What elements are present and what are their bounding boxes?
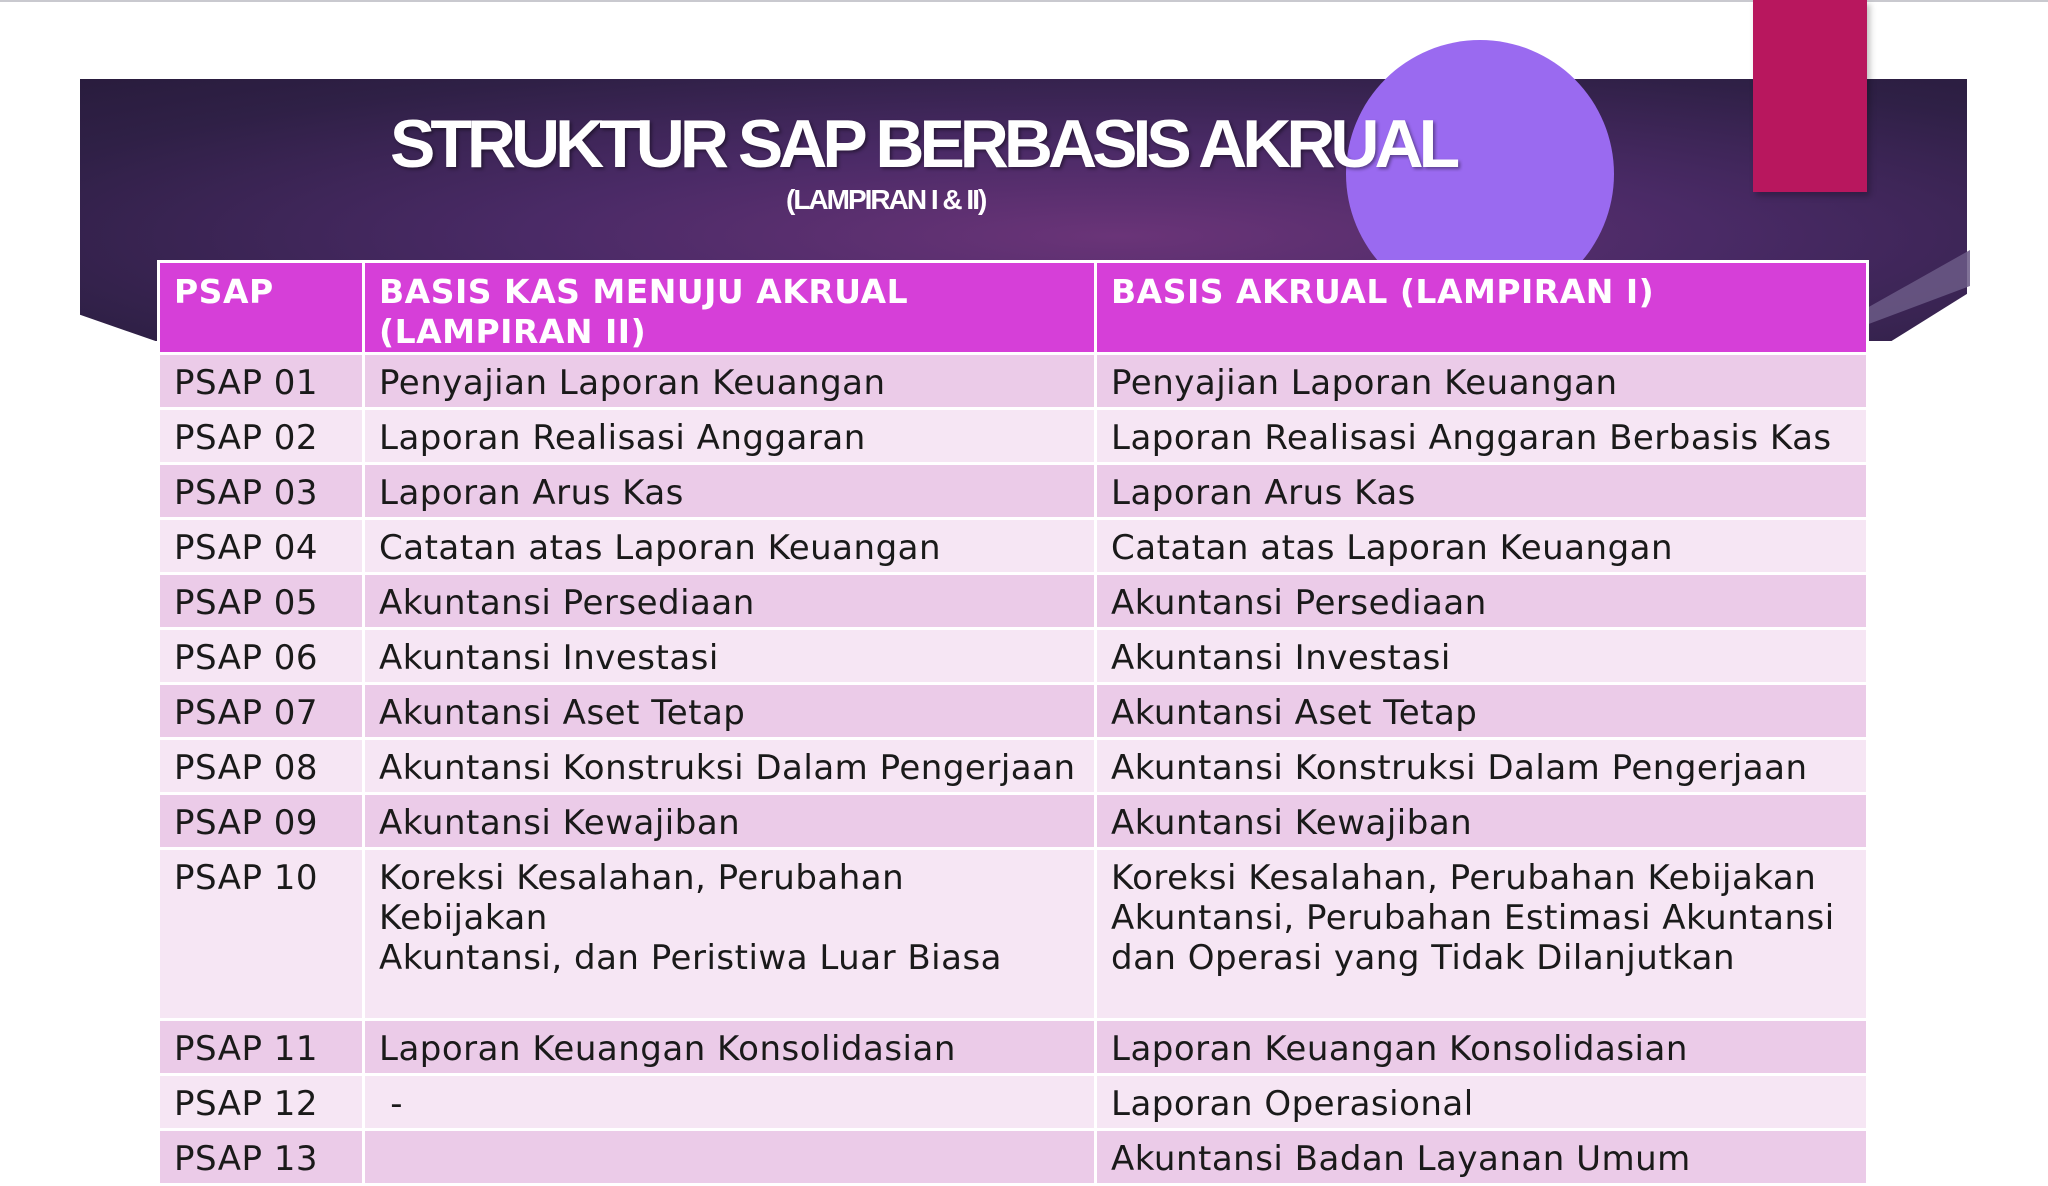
cell-psap: PSAP 02 bbox=[159, 409, 364, 464]
table-header-row bbox=[159, 262, 1868, 354]
cell-basis-akrual: Akuntansi Investasi bbox=[1096, 629, 1868, 684]
cell-psap: PSAP 12 bbox=[159, 1075, 364, 1130]
header-basis-akrual: BASIS AKRUAL (LAMPIRAN I) bbox=[1096, 262, 1868, 354]
table-row bbox=[159, 684, 1868, 739]
cell-basis-akrual: Akuntansi Badan Layanan Umum bbox=[1096, 1130, 1868, 1185]
cell-psap: PSAP 09 bbox=[159, 794, 364, 849]
cell-psap: PSAP 11 bbox=[159, 1020, 364, 1075]
cell-basis-kas: Catatan atas Laporan Keuangan bbox=[364, 519, 1096, 574]
cell-psap: PSAP 05 bbox=[159, 574, 364, 629]
cell-basis-kas: Akuntansi Konstruksi Dalam Pengerjaan bbox=[364, 739, 1096, 794]
cell-psap: PSAP 08 bbox=[159, 739, 364, 794]
header-basis-kas: BASIS KAS MENUJU AKRUAL (LAMPIRAN II) bbox=[364, 262, 1096, 354]
psap-table bbox=[157, 260, 1869, 1186]
cell-psap: PSAP 06 bbox=[159, 629, 364, 684]
cell-psap: PSAP 13 bbox=[159, 1130, 364, 1185]
table-row bbox=[159, 1130, 1868, 1185]
cell-basis-kas: Akuntansi Aset Tetap bbox=[364, 684, 1096, 739]
cell-psap: PSAP 01 bbox=[159, 354, 364, 409]
cell-basis-akrual: Koreksi Kesalahan, Perubahan Kebijakan Akuntansi, Perubahan Estimasi Akuntansi dan Operasi yang Tidak Dilanjutkan bbox=[1096, 849, 1868, 1020]
cell-basis-akrual: Laporan Arus Kas bbox=[1096, 464, 1868, 519]
cell-basis-akrual: Laporan Operasional bbox=[1096, 1075, 1868, 1130]
cell-basis-akrual: Akuntansi Kewajiban bbox=[1096, 794, 1868, 849]
cell-basis-kas: Laporan Keuangan Konsolidasian bbox=[364, 1020, 1096, 1075]
table-row bbox=[159, 794, 1868, 849]
cell-basis-akrual: Akuntansi Aset Tetap bbox=[1096, 684, 1868, 739]
cell-basis-kas: Akuntansi Persediaan bbox=[364, 574, 1096, 629]
table-row bbox=[159, 409, 1868, 464]
table-row bbox=[159, 574, 1868, 629]
cell-basis-kas: Akuntansi Investasi bbox=[364, 629, 1096, 684]
header-psap: PSAP bbox=[159, 262, 364, 354]
cell-basis-kas: Laporan Arus Kas bbox=[364, 464, 1096, 519]
cell-psap: PSAP 10 bbox=[159, 849, 364, 1020]
slide-title: STRUKTUR SAP BERBASIS AKRUAL bbox=[390, 106, 1456, 182]
cell-basis-kas: Akuntansi Kewajiban bbox=[364, 794, 1096, 849]
table-row bbox=[159, 464, 1868, 519]
table-row bbox=[159, 1020, 1868, 1075]
cell-basis-akrual: Akuntansi Persediaan bbox=[1096, 574, 1868, 629]
table-row bbox=[159, 519, 1868, 574]
cell-basis-akrual: Akuntansi Konstruksi Dalam Pengerjaan bbox=[1096, 739, 1868, 794]
table-row bbox=[159, 739, 1868, 794]
top-border-line bbox=[0, 0, 2048, 2]
cell-psap: PSAP 03 bbox=[159, 464, 364, 519]
table-row bbox=[159, 1075, 1868, 1130]
table-row bbox=[159, 629, 1868, 684]
cell-psap: PSAP 07 bbox=[159, 684, 364, 739]
cell-psap: PSAP 04 bbox=[159, 519, 364, 574]
decorative-pink-tab bbox=[1753, 0, 1867, 192]
table-row bbox=[159, 849, 1868, 1020]
cell-basis-kas bbox=[364, 1130, 1096, 1185]
cell-basis-kas: - bbox=[364, 1075, 1096, 1130]
cell-basis-akrual: Laporan Realisasi Anggaran Berbasis Kas bbox=[1096, 409, 1868, 464]
cell-basis-kas: Koreksi Kesalahan, Perubahan Kebijakan Akuntansi, dan Peristiwa Luar Biasa bbox=[364, 849, 1096, 1020]
table-row bbox=[159, 354, 1868, 409]
cell-basis-akrual: Catatan atas Laporan Keuangan bbox=[1096, 519, 1868, 574]
slide-subtitle: (LAMPIRAN I & II) bbox=[786, 184, 986, 215]
cell-basis-kas: Penyajian Laporan Keuangan bbox=[364, 354, 1096, 409]
cell-basis-akrual: Penyajian Laporan Keuangan bbox=[1096, 354, 1868, 409]
cell-basis-kas: Laporan Realisasi Anggaran bbox=[364, 409, 1096, 464]
cell-basis-akrual: Laporan Keuangan Konsolidasian bbox=[1096, 1020, 1868, 1075]
